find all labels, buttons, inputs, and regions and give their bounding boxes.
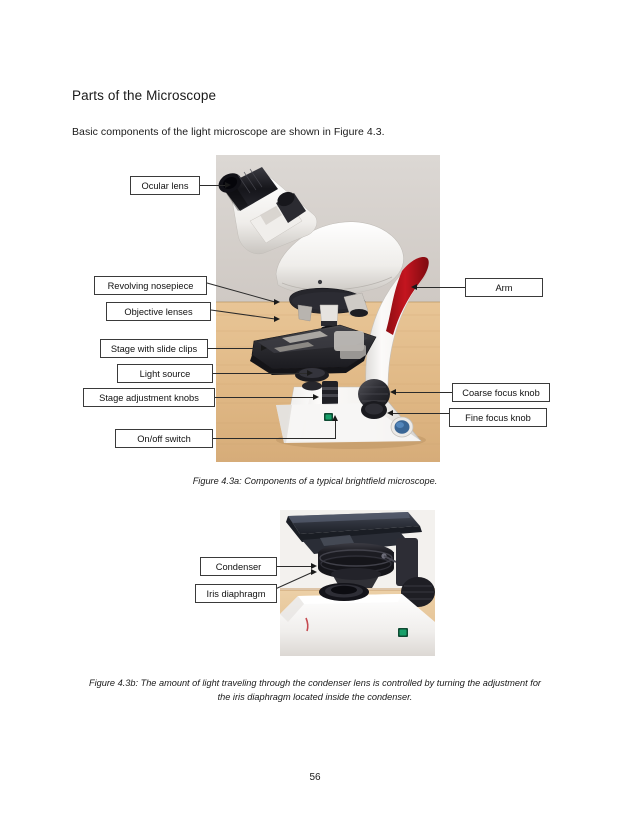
- label-ocular-lens-text: Ocular lens: [141, 180, 189, 191]
- leader-stage-slide-clips: [208, 348, 263, 349]
- leader-arm: [417, 287, 465, 288]
- leader-stage-adjustment-knobs: [215, 397, 315, 398]
- label-light-source-text: Light source: [139, 368, 191, 379]
- label-coarse-focus-knob-text: Coarse focus knob: [462, 387, 540, 398]
- arrowhead-onoff-switch: [332, 415, 338, 421]
- leader-iris-diaphragm: [273, 568, 315, 592]
- arrowhead-coarse-focus-knob: [390, 389, 396, 395]
- arrowhead-stage-adjustment-knobs: [313, 394, 319, 400]
- label-stage-with-slide-clips[interactable]: [100, 339, 208, 358]
- arrowhead-fine-focus-knob: [387, 410, 393, 416]
- leader-onoff-switch: [213, 438, 336, 439]
- arrowhead-arm: [411, 284, 417, 290]
- label-stage-adjustment-knobs[interactable]: [83, 388, 215, 407]
- leader-coarse-focus-knob: [396, 392, 452, 393]
- label-condenser[interactable]: [200, 557, 277, 576]
- label-on-off-switch-text: On/off switch: [137, 433, 191, 444]
- label-stage-adjustment-knobs-text: Stage adjustment knobs: [99, 392, 199, 403]
- figure-a-caption: Figure 4.3a: Components of a typical brightfield microscope.: [192, 476, 438, 486]
- label-arm[interactable]: [465, 278, 543, 297]
- label-stage-with-slide-clips-text: Stage with slide clips: [110, 343, 198, 354]
- label-arm-text: Arm: [495, 282, 513, 293]
- arrowhead-light-source: [307, 370, 313, 376]
- arrowhead-stage-slide-clips: [261, 345, 267, 351]
- intro-paragraph: Basic components of the light microscope are shown in Figure 4.3.: [72, 126, 385, 138]
- label-fine-focus-knob-text: Fine focus knob: [465, 412, 531, 423]
- page-number: 56: [309, 772, 321, 783]
- label-objective-lenses-text: Objective lenses: [124, 306, 193, 317]
- label-on-off-switch[interactable]: [115, 429, 213, 448]
- label-coarse-focus-knob[interactable]: [452, 383, 550, 402]
- leader-ocular-lens: [200, 185, 226, 186]
- arrowhead-ocular-lens: [225, 182, 231, 188]
- page-heading: Parts of the Microscope: [72, 88, 217, 103]
- label-objective-lenses[interactable]: [106, 302, 211, 321]
- label-light-source[interactable]: [117, 364, 213, 383]
- label-iris-diaphragm-text: Iris diaphragm: [206, 588, 266, 599]
- label-revolving-nosepiece[interactable]: [94, 276, 207, 295]
- label-ocular-lens[interactable]: [130, 176, 200, 195]
- label-fine-focus-knob[interactable]: [449, 408, 547, 427]
- leader-onoff-switch-riser: [335, 420, 336, 439]
- label-revolving-nosepiece-text: Revolving nosepiece: [107, 280, 194, 291]
- arrowhead-objective-lenses: [274, 316, 280, 322]
- label-iris-diaphragm[interactable]: [195, 584, 277, 603]
- leader-light-source: [213, 373, 309, 374]
- leader-condenser: [277, 566, 313, 567]
- arrowhead-revolving-nosepiece: [274, 299, 280, 305]
- arrowhead-iris-diaphragm: [311, 569, 317, 575]
- leader-fine-focus-knob: [393, 413, 449, 414]
- label-condenser-text: Condenser: [215, 561, 262, 572]
- figure-b-caption: Figure 4.3b: The amount of light traveling through the condenser lens is controlled by turning the adjustment for the iris diaphragm located inside the condenser.: [89, 678, 541, 703]
